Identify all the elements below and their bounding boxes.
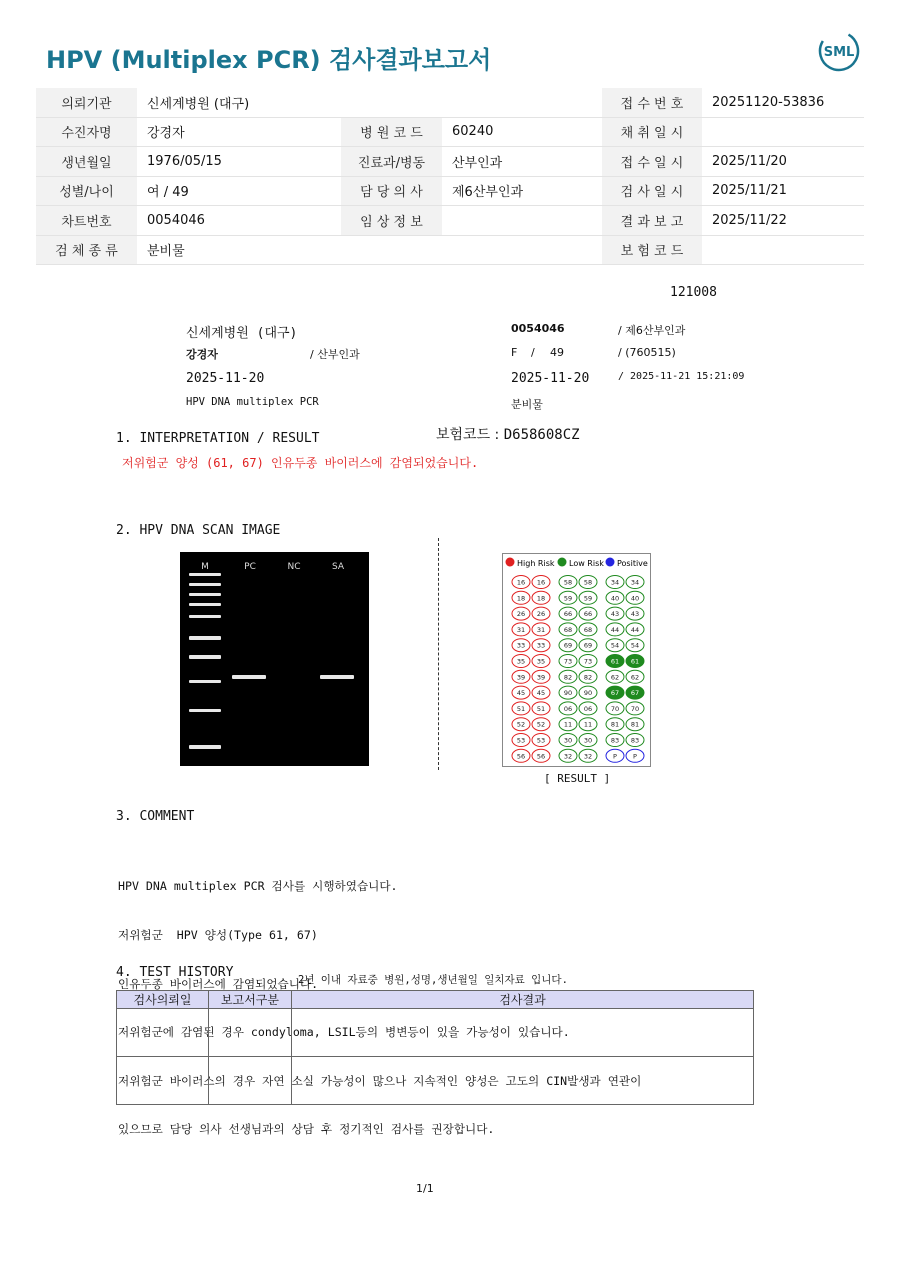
svg-text:SML: SML bbox=[823, 45, 855, 60]
insurance-code: D658608CZ bbox=[503, 427, 580, 443]
legend-type-label: 40 bbox=[630, 594, 640, 603]
sex-age-separator: / bbox=[531, 346, 535, 359]
legend-type-label: 44 bbox=[630, 625, 640, 634]
legend-type-label: 68 bbox=[563, 625, 573, 634]
legend-type-label: 54 bbox=[630, 641, 640, 650]
info-label: 담 당 의 사 bbox=[341, 176, 442, 206]
info-value: 여 / 49 bbox=[137, 176, 341, 206]
legend-type-label: 52 bbox=[536, 720, 546, 729]
comment-line: 인유두종 바이러스에 감염되었습니다. bbox=[118, 976, 319, 991]
legend-type-label: 53 bbox=[516, 736, 526, 745]
patient-info-table bbox=[36, 88, 864, 265]
legend-type-label: 06 bbox=[563, 704, 573, 713]
info-label: 보 험 코 드 bbox=[602, 235, 702, 265]
legend-type-label: 52 bbox=[516, 720, 526, 729]
legend-type-label: 33 bbox=[536, 641, 546, 650]
svg-text:Positive: Positive bbox=[617, 559, 648, 568]
legend-type-label: 26 bbox=[516, 610, 526, 619]
legend-type-label: 51 bbox=[516, 704, 526, 713]
section-1-heading: 1. INTERPRETATION / RESULT bbox=[116, 431, 320, 446]
comment-line: 있으므로 담당 의사 선생님과의 상담 후 정기적인 검사를 권장합니다. bbox=[118, 1122, 495, 1137]
history-header-date: 검사의뢰일 bbox=[117, 991, 209, 1009]
legend-type-label: 61 bbox=[630, 657, 640, 666]
info-value: 분비물 bbox=[137, 235, 341, 265]
legend-type-label: 59 bbox=[583, 594, 593, 603]
legend-type-label: 82 bbox=[563, 673, 573, 682]
legend-type-label: 06 bbox=[583, 704, 593, 713]
info-label: 검 체 종 류 bbox=[36, 235, 137, 265]
test-history-table bbox=[116, 990, 754, 1105]
legend-type-label: 31 bbox=[516, 625, 526, 634]
legend-type-label: 67 bbox=[630, 689, 640, 698]
legend-type-label: 62 bbox=[630, 673, 640, 682]
info-value: 강경자 bbox=[137, 117, 341, 147]
gel-lane-label: PC bbox=[244, 562, 256, 572]
insurance-code-line bbox=[436, 424, 580, 444]
legend-type-label: P bbox=[613, 752, 617, 761]
legend-type-label: 73 bbox=[583, 657, 593, 666]
sml-logo bbox=[818, 30, 860, 72]
legend-type-label: 16 bbox=[516, 578, 526, 587]
legend-type-label: 68 bbox=[583, 625, 593, 634]
info-row bbox=[36, 147, 864, 177]
legend-type-label: 54 bbox=[610, 641, 620, 650]
table-row bbox=[117, 1009, 754, 1057]
history-header-result: 검사결과 bbox=[292, 991, 754, 1009]
legend-grid bbox=[503, 554, 650, 766]
info-label bbox=[341, 88, 442, 117]
legend-type-label: 34 bbox=[630, 578, 640, 587]
info-label: 성별/나이 bbox=[36, 176, 137, 206]
legend-type-label: 51 bbox=[536, 704, 546, 713]
info-label: 임 상 정 보 bbox=[341, 206, 442, 236]
chart-number: 0054046 bbox=[511, 322, 565, 335]
legend-type-label: 56 bbox=[516, 752, 526, 761]
info-label: 접 수 번 호 bbox=[602, 88, 702, 117]
doctor: / 제6산부인과 bbox=[618, 324, 686, 337]
history-note: 2년 이내 자료중 병원,성명,생년월일 일치자료 입니다. bbox=[298, 974, 568, 986]
hpv-result-legend bbox=[502, 553, 651, 767]
legend-type-label: 70 bbox=[630, 704, 640, 713]
info-label: 접 수 일 시 bbox=[602, 147, 702, 177]
info-value: 제6산부인과 bbox=[442, 176, 602, 206]
report-title: HPV (Multiplex PCR) 검사결과보고서 bbox=[46, 46, 492, 74]
info-value: 산부인과 bbox=[442, 147, 602, 177]
legend-type-label: 34 bbox=[610, 578, 620, 587]
legend-type-label: 82 bbox=[583, 673, 593, 682]
legend-type-label: 11 bbox=[563, 720, 573, 729]
legend-type-label: 62 bbox=[610, 673, 620, 682]
comment-line: 저위험군에 감염된 경우 condyloma, LSIL등의 병변등이 있을 가능성이 있습니다. bbox=[118, 1025, 570, 1040]
info-value bbox=[442, 235, 602, 265]
date-3: / 2025-11-21 15:21:09 bbox=[618, 371, 745, 382]
page-number: 1/1 bbox=[416, 1182, 434, 1195]
info-value bbox=[702, 235, 864, 265]
info-label: 차트번호 bbox=[36, 206, 137, 236]
legend-type-label: 81 bbox=[630, 720, 640, 729]
info-value: 신세계병원 (대구) bbox=[137, 88, 341, 117]
info-label: 채 취 일 시 bbox=[602, 117, 702, 147]
info-value bbox=[702, 117, 864, 147]
legend-type-label: 61 bbox=[610, 657, 620, 666]
legend-type-label: 83 bbox=[610, 736, 620, 745]
hospital-name: 신세계병원 (대구) bbox=[186, 326, 298, 341]
legend-type-label: 30 bbox=[583, 736, 593, 745]
info-label: 검 사 일 시 bbox=[602, 176, 702, 206]
legend-type-label: 45 bbox=[536, 689, 546, 698]
legend-type-label: 35 bbox=[536, 657, 546, 666]
test-name: HPV DNA multiplex PCR bbox=[186, 396, 319, 408]
info-row bbox=[36, 206, 864, 236]
divider-line bbox=[438, 538, 439, 770]
info-row bbox=[36, 88, 864, 117]
legend-type-label: P bbox=[633, 752, 637, 761]
legend-type-label: 39 bbox=[516, 673, 526, 682]
legend-type-label: 70 bbox=[610, 704, 620, 713]
patient-name: 강경자 bbox=[186, 348, 218, 361]
info-row bbox=[36, 235, 864, 265]
section-4-heading: 4. TEST HISTORY bbox=[116, 965, 234, 980]
department: / 산부인과 bbox=[310, 348, 360, 361]
info-value: 0054046 bbox=[137, 206, 341, 236]
result-text: 저위험군 양성 (61, 67) 인유두종 바이러스에 감염되었습니다. bbox=[122, 456, 479, 470]
section-2-heading: 2. HPV DNA SCAN IMAGE bbox=[116, 523, 281, 538]
legend-type-label: 11 bbox=[583, 720, 593, 729]
legend-type-label: 73 bbox=[563, 657, 573, 666]
legend-type-label: 56 bbox=[536, 752, 546, 761]
legend-type-label: 31 bbox=[536, 625, 546, 634]
legend-type-label: 90 bbox=[563, 689, 573, 698]
section-3-heading: 3. COMMENT bbox=[116, 809, 195, 824]
legend-type-label: 66 bbox=[563, 610, 573, 619]
info-value: 2025/11/20 bbox=[702, 147, 864, 177]
gel-image bbox=[180, 552, 369, 766]
legend-type-label: 16 bbox=[536, 578, 546, 587]
gel-lane-label: SA bbox=[331, 562, 345, 572]
comment-line: 저위험군 HPV 양성(Type 61, 67) bbox=[118, 928, 318, 943]
info-value: 2025/11/22 bbox=[702, 206, 864, 236]
legend-type-label: 66 bbox=[583, 610, 593, 619]
legend-type-label: 69 bbox=[583, 641, 593, 650]
legend-type-label: 44 bbox=[610, 625, 620, 634]
info-label: 생년월일 bbox=[36, 147, 137, 177]
svg-text:High Risk: High Risk bbox=[517, 559, 555, 568]
legend-type-label: 69 bbox=[563, 641, 573, 650]
info-value: 60240 bbox=[442, 117, 602, 147]
report-code: 121008 bbox=[670, 285, 717, 300]
info-value: 2025/11/21 bbox=[702, 176, 864, 206]
info-row bbox=[36, 176, 864, 206]
info-row bbox=[36, 117, 864, 147]
info-label bbox=[341, 235, 442, 265]
legend-type-label: 18 bbox=[516, 594, 526, 603]
legend-type-label: 59 bbox=[563, 594, 573, 603]
info-value: 1976/05/15 bbox=[137, 147, 341, 177]
info-label: 진료과/병동 bbox=[341, 147, 442, 177]
legend-type-label: 53 bbox=[536, 736, 546, 745]
legend-type-label: 18 bbox=[536, 594, 546, 603]
legend-type-label: 83 bbox=[630, 736, 640, 745]
insurance-label: 보험코드 : bbox=[436, 427, 500, 443]
age: 49 bbox=[550, 346, 564, 359]
legend-type-label: 43 bbox=[630, 610, 640, 619]
legend-type-label: 30 bbox=[563, 736, 573, 745]
date-1: 2025-11-20 bbox=[186, 371, 265, 386]
table-row bbox=[117, 1057, 754, 1105]
legend-type-label: 67 bbox=[610, 689, 620, 698]
info-label: 병 원 코 드 bbox=[341, 117, 442, 147]
legend-type-label: 58 bbox=[583, 578, 593, 587]
birth-code: / (760515) bbox=[618, 346, 676, 359]
info-value bbox=[442, 206, 602, 236]
legend-type-label: 58 bbox=[563, 578, 573, 587]
legend-type-label: 40 bbox=[610, 594, 620, 603]
legend-type-label: 33 bbox=[516, 641, 526, 650]
legend-type-label: 45 bbox=[516, 689, 526, 698]
legend-type-label: 39 bbox=[536, 673, 546, 682]
history-header-type: 보고서구분 bbox=[209, 991, 292, 1009]
gel-lane-label: M bbox=[201, 562, 209, 572]
legend-type-label: 35 bbox=[516, 657, 526, 666]
sex: F bbox=[511, 346, 518, 359]
comment-line: 저위험군 바이러스의 경우 자연 소실 가능성이 많으나 지속적인 양성은 고도의 CIN발생과 연관이 bbox=[118, 1073, 642, 1088]
info-value bbox=[442, 88, 602, 117]
info-label: 결 과 보 고 bbox=[602, 206, 702, 236]
legend-type-label: 32 bbox=[583, 752, 593, 761]
info-label: 수진자명 bbox=[36, 117, 137, 147]
gel-lane-label: NC bbox=[287, 562, 301, 572]
info-value: 20251120-53836 bbox=[702, 88, 864, 117]
specimen-type: 분비물 bbox=[511, 398, 543, 411]
svg-text:Low Risk: Low Risk bbox=[569, 559, 604, 568]
legend-type-label: 32 bbox=[563, 752, 573, 761]
comment-line: HPV DNA multiplex PCR 검사를 시행하였습니다. bbox=[118, 879, 398, 894]
result-caption: [ RESULT ] bbox=[544, 772, 611, 785]
legend-type-label: 90 bbox=[583, 689, 593, 698]
info-label: 의뢰기관 bbox=[36, 88, 137, 117]
legend-type-label: 26 bbox=[536, 610, 546, 619]
legend-type-label: 43 bbox=[610, 610, 620, 619]
date-2: 2025-11-20 bbox=[511, 371, 590, 386]
legend-type-label: 81 bbox=[610, 720, 620, 729]
